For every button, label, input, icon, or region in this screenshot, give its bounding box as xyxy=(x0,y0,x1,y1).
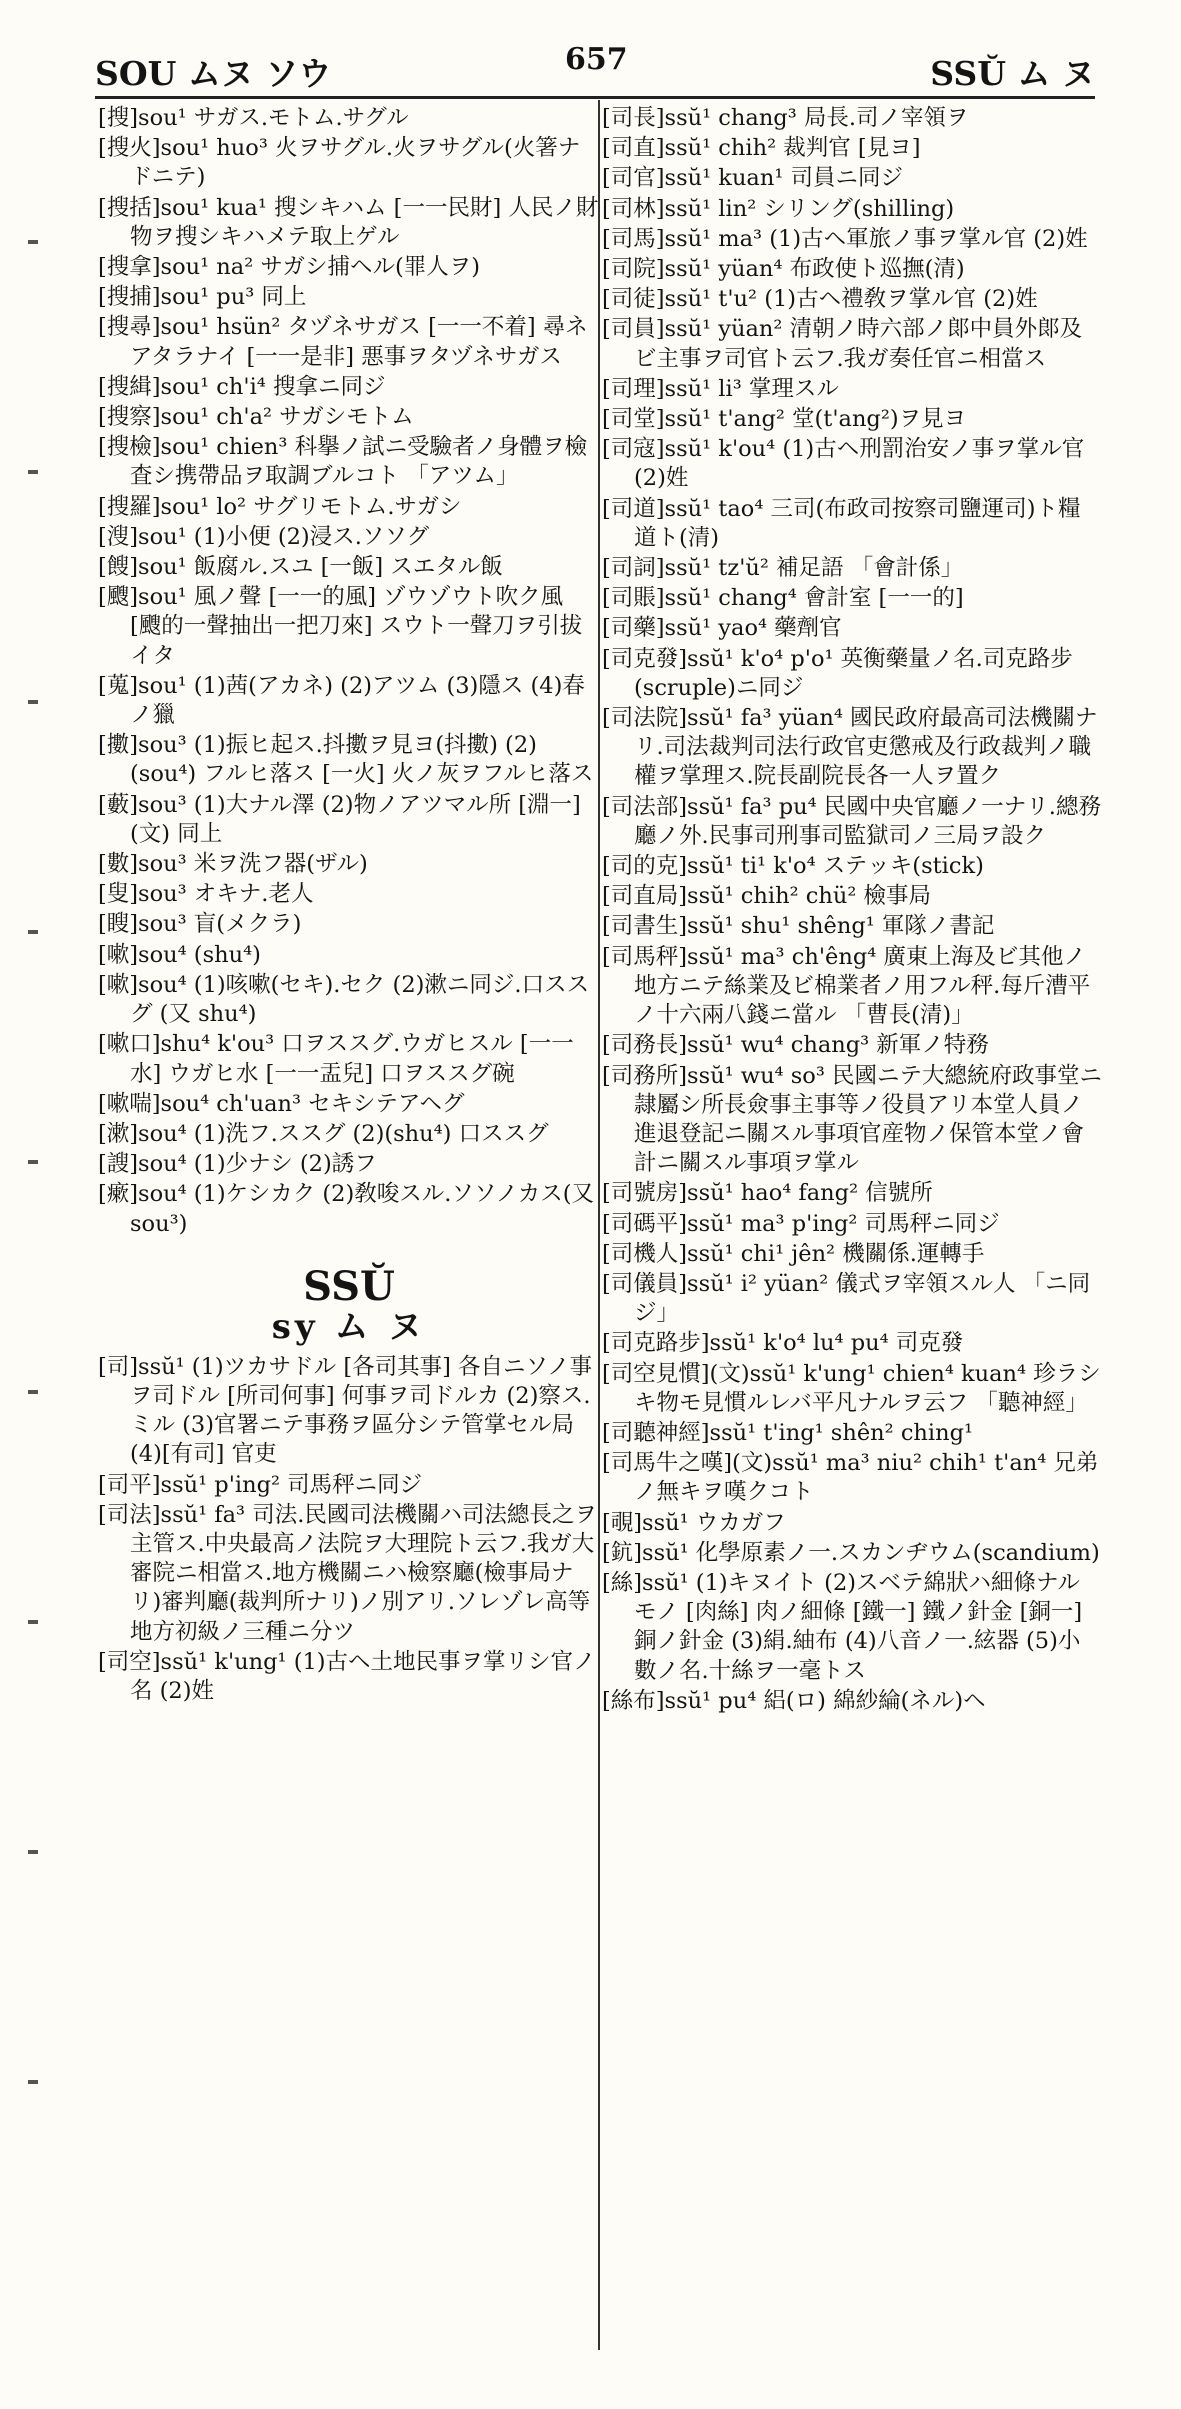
dictionary-entry: [叟]sou³ オキナ.老人 xyxy=(98,881,314,908)
page-number: 657 xyxy=(565,42,628,77)
dictionary-entry: [司聽神經]ssŭ¹ t'ing¹ shên² ching¹ xyxy=(602,1419,974,1446)
header-left-guide: SOU ムヌ ソウ xyxy=(95,54,332,93)
dictionary-entry: [瘶]sou⁴ (1)ケシカク (2)敎唆スル.ソソノカス(又 sou³) xyxy=(98,1181,595,1237)
dictionary-entry: [絲]ssŭ¹ (1)キヌイト (2)スベテ綿狀ハ細條ナルモノ [肉絲] 肉ノ細條 [鐵一] 鐵ノ針金 [銅一] 銅ノ針金 (3)絹.紬布 (4)八音ノ一.絃器 (5)小數ノ名.十絲ヲ一毫トス xyxy=(602,1569,1083,1684)
dictionary-entry: [鈧]ssŭ¹ 化學原素ノ一.スカンヂウム(scandium) xyxy=(602,1539,1100,1566)
dictionary-entry: [司書生]ssŭ¹ shu¹ shêng¹ 軍隊ノ書記 xyxy=(602,913,995,940)
margin-mark xyxy=(28,2080,38,2084)
dictionary-entry: [颼]sou¹ 風ノ聲 [一一的風] ゾウゾウト吹ク風 [颼的一聲抽出一把刀來] スウト一聲刀ヲ引拔イタ xyxy=(98,584,583,669)
dictionary-entry: [司院]ssŭ¹ yüan⁴ 布政使ト巡撫(清) xyxy=(602,256,965,283)
left-entries-after xyxy=(98,1353,600,1706)
dictionary-entry: [溲]sou¹ (1)小便 (2)浸ス.ソソグ xyxy=(98,523,430,550)
dictionary-entry: [司號房]ssŭ¹ hao⁴ fang² 信號所 xyxy=(602,1180,933,1207)
margin-mark xyxy=(28,1620,38,1624)
section-title: SSŬ xyxy=(303,1262,395,1310)
dictionary-entry: [司碼平]ssŭ¹ ma³ p'ing² 司馬秤ニ同ジ xyxy=(602,1210,1000,1237)
dictionary-entry: [謏]sou⁴ (1)少ナシ (2)誘フ xyxy=(98,1151,377,1178)
dictionary-entry: [搜察]sou¹ ch'a² サガシモトム xyxy=(98,404,414,431)
dictionary-entry: [司馬牛之嘆](文)ssŭ¹ ma³ niu² chih¹ t'an⁴ 兄弟ノ無キヲ嘆クコト xyxy=(602,1450,1099,1506)
dictionary-entry: [司馬]ssŭ¹ ma³ (1)古ヘ軍旅ノ事ヲ掌ル官 (2)姓 xyxy=(602,225,1088,252)
dictionary-entry: [司空]ssŭ¹ k'ung¹ (1)古ヘ土地民事ヲ掌リシ官ノ名 (2)姓 xyxy=(98,1648,596,1704)
dictionary-entry: [搜捕]sou¹ pu³ 同上 xyxy=(98,284,307,311)
margin-mark xyxy=(28,470,38,474)
dictionary-entry: [司儀員]ssŭ¹ i² yüan² 儀式ヲ宰領スル人 「ニ同ジ」 xyxy=(602,1270,1091,1327)
section-heading xyxy=(98,1262,600,1347)
dictionary-entry: [搜]sou¹ サガス.モトム.サグル xyxy=(98,105,409,131)
dictionary-entry: [瞍]sou³ 盲(メクラ) xyxy=(98,911,302,938)
dictionary-entry: [司直]ssŭ¹ chih² 裁判官 [見ヨ] xyxy=(602,135,921,162)
margin-mark xyxy=(28,1850,38,1854)
dictionary-entry: [搜括]sou¹ kua¹ 搜シキハム [一一民財] 人民ノ財物ヲ搜シキハメテ取上ゲル xyxy=(98,194,599,250)
right-entries xyxy=(602,104,1102,1716)
dictionary-entry: [司堂]ssŭ¹ t'ang² 堂(t'ang²)ヲ見ヨ xyxy=(602,406,967,433)
dictionary-entry: [司賬]ssŭ¹ chang⁴ 會計室 [一一的] xyxy=(602,585,964,612)
dictionary-entry: [嗽]sou⁴ (shu⁴) xyxy=(98,941,261,968)
dictionary-entry: [嗽]sou⁴ (1)咳嗽(セキ).セク (2)漱ニ同ジ.口ススグ (又 shu⁴) xyxy=(98,971,590,1028)
dictionary-entry: [嗽喘]sou⁴ ch'uan³ セキシテアヘグ xyxy=(98,1090,465,1117)
dictionary-entry: [絲布]ssŭ¹ pu⁴ 絽(ロ) 綿紗綸(ネル)ヘ xyxy=(602,1687,986,1714)
left-entries xyxy=(98,104,600,1239)
dictionary-entry: [司法]ssŭ¹ fa³ 司法.民國司法機關ハ司法總長之ヲ主管ス.中央最高ノ法院ヲ大理院ト云フ.我ガ大審院ニ相當ス.地方機關ニハ檢察廳(檢事局ナリ)審判廳(裁判所ナリ)ノ別アリ.ソレゾレ高等地方初級ノ三種ニ分ツ xyxy=(98,1501,597,1645)
dictionary-entry: [司務所]ssŭ¹ wu⁴ so³ 民國ニテ大總統府政事堂ニ隷屬シ所長僉事主事等ノ役員アリ本堂人員ノ進退登記ニ關スル事項官産物ノ保管本堂ノ會計ニ關スル事項ヲ掌ル xyxy=(602,1062,1102,1177)
dictionary-entry: [司克路步]ssŭ¹ k'o⁴ lu⁴ pu⁴ 司克發 xyxy=(602,1330,964,1357)
dictionary-entry: [漱]sou⁴ (1)洗フ.ススグ (2)(shu⁴) 口ススグ xyxy=(98,1120,549,1147)
dictionary-entry: [司直局]ssŭ¹ chih² chü² 檢事局 xyxy=(602,883,932,910)
left-column xyxy=(98,104,600,1707)
dictionary-entry: [餿]sou¹ 飯腐ル.スユ [一飯] スエタル飯 xyxy=(98,554,503,581)
margin-mark xyxy=(28,240,38,244)
dictionary-entry: [司詞]ssŭ¹ tz'ŭ² 補足語 「會計係」 xyxy=(602,555,964,582)
dictionary-entry: [搜羅]sou¹ lo² サグリモトム.サガシ xyxy=(98,493,462,520)
dictionary-entry: [司]ssŭ¹ (1)ツカサドル [各司其事] 各自ニソノ事ヲ司ドル [所司何事] 何事ヲ司ドルカ (2)察ス.ミル (3)官署ニテ事務ヲ區分シテ管掌セル局 (4)[有司] 官吏 xyxy=(98,1353,593,1468)
dictionary-entry: [司的克]ssŭ¹ ti¹ k'o⁴ ステッキ(stick) xyxy=(602,853,984,880)
header-rule xyxy=(95,96,1095,99)
dictionary-entry: [司法院]ssŭ¹ fa³ yüan⁴ 國民政府最高司法機關ナリ.司法裁判司法行政官吏懲戒及行政裁判ノ職權ヲ掌理ス.院長副院長各一人ヲ置ク xyxy=(602,705,1098,790)
page-header xyxy=(95,38,1095,94)
dictionary-entry: [司機人]ssŭ¹ chi¹ jên² 機關係.運轉手 xyxy=(602,1240,985,1267)
dictionary-entry: [司寇]ssŭ¹ k'ou⁴ (1)古ヘ刑罰治安ノ事ヲ掌ル官 (2)姓 xyxy=(602,436,1085,492)
margin-mark xyxy=(28,1160,38,1164)
margin-mark xyxy=(28,930,38,934)
dictionary-entry: [搜尋]sou¹ hsün² タヅネサガス [一一不着] 尋ネアタラナイ [一一是非] 悪事ヲタヅネサガス xyxy=(98,314,588,370)
dictionary-entry: [藪]sou³ (1)大ナル澤 (2)物ノアツマル所 [淵一](文) 同上 xyxy=(98,791,581,847)
header-right-guide: SSŬ ム ヌ xyxy=(930,54,1095,93)
dictionary-entry: [司道]ssŭ¹ tao⁴ 三司(布政司按察司鹽運司)ト糧道ト(清) xyxy=(602,495,1081,551)
right-column xyxy=(602,104,1102,1717)
dictionary-entry: [司空見慣](文)ssŭ¹ k'ung¹ chien⁴ kuan⁴ 珍ラシキ物モ見慣ルレバ平凡ナルヲ云フ 「聽神經」 xyxy=(602,1360,1101,1416)
dictionary-entry: [司藥]ssŭ¹ yao⁴ 藥劑官 xyxy=(602,615,842,642)
dictionary-entry: [司林]ssŭ¹ lin² シリング(shilling) xyxy=(602,195,955,222)
dictionary-entry: [擻]sou³ (1)振ヒ起ス.抖擻ヲ見ヨ(抖擻) (2)(sou⁴) フルヒ落ス [一火] 火ノ灰ヲフルヒ落ス xyxy=(98,732,594,788)
dictionary-entry: [搜拿]sou¹ na² サガシ捕ヘル(罪人ヲ) xyxy=(98,254,480,281)
dictionary-entry: [司長]ssŭ¹ chang³ 局長.司ノ宰領ヲ xyxy=(602,105,969,131)
dictionary-entry: [司法部]ssŭ¹ fa³ pu⁴ 民國中央官廳ノ一ナリ.總務廳ノ外.民事司刑事司監獄司ノ三局ヲ設ク xyxy=(602,793,1101,849)
dictionary-entry: [數]sou³ 米ヲ洗フ器(ザル) xyxy=(98,851,368,878)
dictionary-entry: [搜檢]sou¹ chien³ 科擧ノ試ニ受驗者ノ身體ヲ檢査シ携帶品ヲ取調ブルコト 「アツム」 xyxy=(98,434,588,490)
dictionary-entry: [司徒]ssŭ¹ t'u² (1)古ヘ禮敎ヲ掌ル官 (2)姓 xyxy=(602,286,1038,313)
dictionary-entry: [搜緝]sou¹ ch'i⁴ 搜拿ニ同ジ xyxy=(98,373,386,400)
dictionary-entry: [覗]ssŭ¹ ウカガフ xyxy=(602,1509,786,1536)
dictionary-entry: [嗽口]shu⁴ k'ou³ 口ヲススグ.ウガヒスル [一一水] ウガヒ水 [一一盂兒] 口ヲススグ碗 xyxy=(98,1031,574,1087)
dictionary-entry: [司馬秤]ssŭ¹ ma³ ch'êng⁴ 廣東上海及ビ其他ノ地方ニテ絲業及ビ棉業者ノ用フル秤.每斤漕平ノ十六兩八錢ニ當ル 「曹長(清)」 xyxy=(602,943,1091,1029)
dictionary-entry: [司克發]ssŭ¹ k'o⁴ p'o¹ 英衡藥量ノ名.司克路步(scruple)ニ同ジ xyxy=(602,645,1073,701)
dictionary-entry: [司員]ssŭ¹ yüan² 清朝ノ時六部ノ郞中員外郞及ビ主事ヲ司官ト云フ.我ガ奏任官ニ相當ス xyxy=(602,316,1083,372)
dictionary-entry: [司理]ssŭ¹ li³ 掌理スル xyxy=(602,375,839,402)
dictionary-entry: [司官]ssŭ¹ kuan¹ 司員ニ同ジ xyxy=(602,165,904,192)
dictionary-entry: [搜火]sou¹ huo³ 火ヲサグル.火ヲサグル(火箸ナドニテ) xyxy=(98,135,581,191)
section-subtitle: sy ム ヌ xyxy=(271,1306,427,1347)
dictionary-entry: [蒐]sou¹ (1)茜(アカネ) (2)アツム (3)隱ス (4)春ノ獵 xyxy=(98,672,585,729)
margin-mark xyxy=(28,1390,38,1394)
dictionary-entry: [司平]ssŭ¹ p'ing² 司馬秤ニ同ジ xyxy=(98,1471,423,1498)
dictionary-entry: [司務長]ssŭ¹ wu⁴ chang³ 新軍ノ特務 xyxy=(602,1032,989,1059)
margin-mark xyxy=(28,700,38,704)
